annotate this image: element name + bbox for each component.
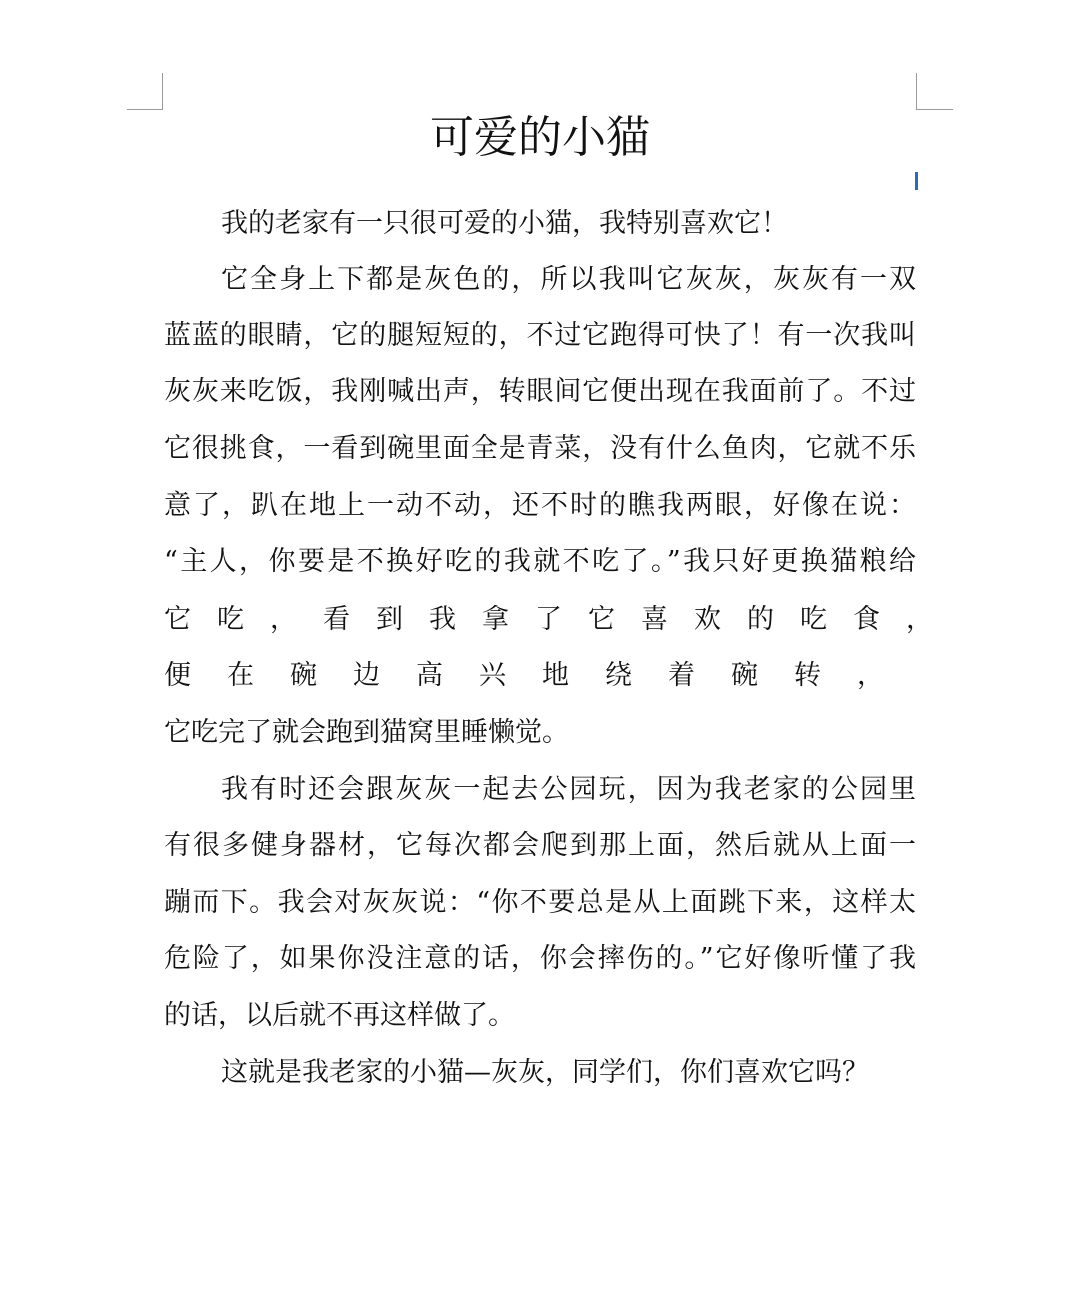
margin-mark-top-right-vertical bbox=[916, 73, 917, 110]
paragraph-line: 蹦而下。我会对灰灰说：“你不要总是从上面跳下来，这样太 bbox=[164, 887, 916, 918]
paragraph-line: 便在碗边高兴地绕着碗转， bbox=[164, 660, 920, 691]
paragraph-line: 蓝蓝的眼睛，它的腿短短的，不过它跑得可快了！有一次我叫 bbox=[164, 320, 916, 351]
paragraph-line: 意了，趴在地上一动不动，还不时的瞧我两眼，好像在说： bbox=[164, 490, 916, 521]
text-cursor bbox=[915, 172, 918, 190]
paragraph-line: 它吃，看到我拿了它喜欢的吃食， bbox=[164, 604, 959, 635]
paragraph-line: 我有时还会跟灰灰一起去公园玩，因为我老家的公园里 bbox=[221, 774, 916, 805]
paragraph-line: 灰灰来吃饭，我刚喊出声，转眼间它便出现在我面前了。不过 bbox=[164, 376, 916, 407]
margin-mark-top-left-vertical bbox=[162, 73, 163, 110]
paragraph-line: 它全身上下都是灰色的，所以我叫它灰灰，灰灰有一双 bbox=[221, 264, 916, 295]
paragraph-line: 它吃完了就会跑到猫窝里睡懒觉。 bbox=[164, 717, 569, 748]
paragraph-line: 它很挑食，一看到碗里面全是青菜，没有什么鱼肉，它就不乐 bbox=[164, 433, 916, 464]
paragraph-line: 有很多健身器材，它每次都会爬到那上面，然后就从上面一 bbox=[164, 830, 916, 861]
paragraph-line: 的话，以后就不再这样做了。 bbox=[164, 1000, 515, 1031]
paragraph-line: 危险了，如果你没注意的话，你会摔伤的。”它好像听懂了我 bbox=[164, 943, 916, 974]
paragraph-line: 我的老家有一只很可爱的小猫，我特别喜欢它！ bbox=[221, 208, 788, 239]
document-title: 可爱的小猫 bbox=[430, 112, 650, 163]
paragraph-line: 这就是我老家的小猫—灰灰，同学们，你们喜欢它吗？ bbox=[221, 1057, 869, 1088]
paragraph-line: “主人，你要是不换好吃的我就不吃了。”我只好更换猫粮给 bbox=[164, 546, 916, 577]
